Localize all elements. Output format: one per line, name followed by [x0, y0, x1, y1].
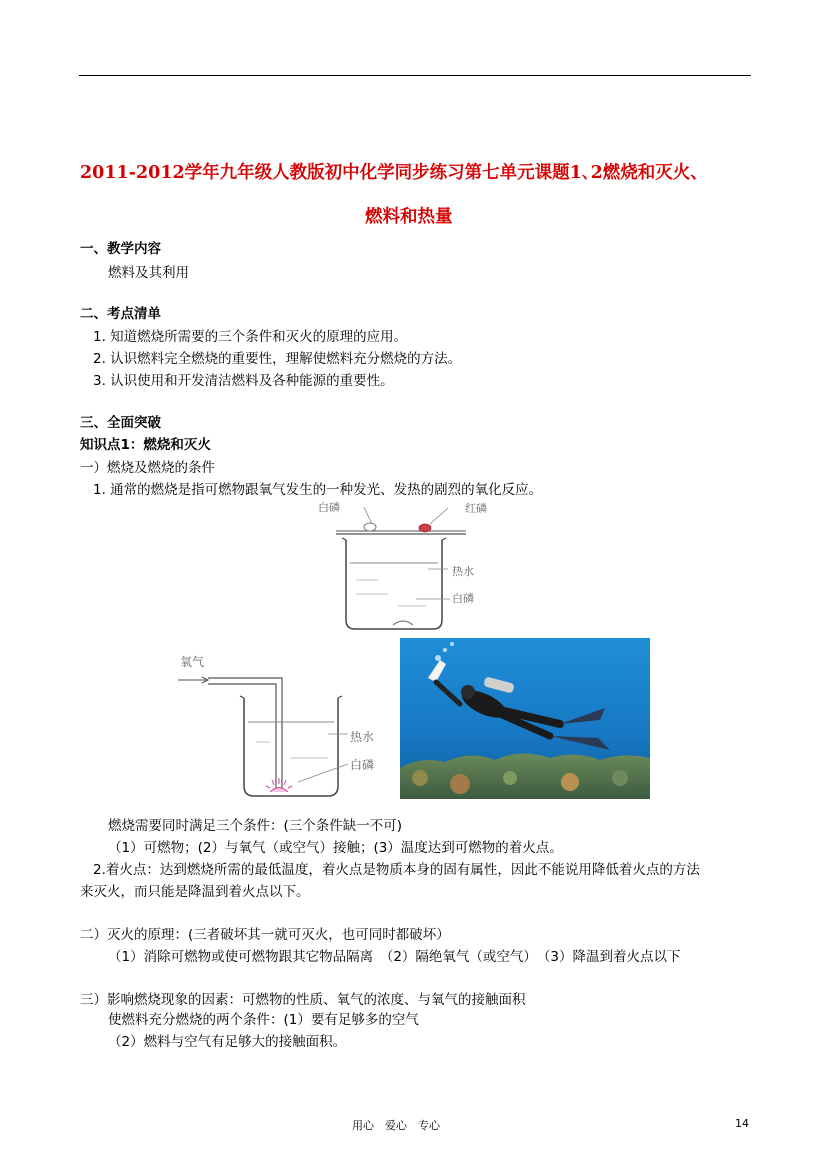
section-heading-1: 一、教学内容	[80, 241, 161, 257]
label-white-phosphorus-top: 白磷	[318, 501, 340, 514]
header-rule	[79, 75, 751, 76]
label-red-phosphorus: 红磷	[465, 502, 487, 515]
section-heading-2: 二、考点清单	[80, 306, 161, 322]
subsection-heading: 二）灭火的原理：(三者破坏其一就可灭火，也可同时都破坏）	[80, 927, 450, 943]
paragraph: （1）可燃物；(2）与氧气（或空气）接触；(3）温度达到可燃物的着火点。	[108, 840, 563, 856]
document-title-line1: 2011-2012学年九年级人教版初中化学同步练习第七单元课题1､2燃烧和灭火、	[80, 163, 708, 183]
subsection-heading: 三）影响燃烧现象的因素：可燃物的性质、氧气的浓度、与氧气的接触面积	[80, 992, 526, 1008]
label-hot-water-2: 热水	[350, 730, 375, 744]
list-item: 1. 知道燃烧所需要的三个条件和灭火的原理的应用。	[93, 329, 408, 345]
section-heading-3: 三、全面突破	[80, 415, 161, 431]
paragraph: 来灭火，而只能是降温到着火点以下。	[80, 884, 310, 900]
paragraph: 1. 通常的燃烧是指可燃物跟氧气发生的一种发光、发热的剧烈的氧化反应。	[93, 482, 543, 498]
paragraph: 2.着火点：达到燃烧所需的最低温度，着火点是物质本身的固有属性，因此不能说用降低着火点的方法	[93, 862, 700, 878]
label-white-phosphorus-2: 白磷	[350, 758, 375, 772]
label-hot-water: 热水	[452, 565, 474, 578]
page-number: 14	[735, 1117, 749, 1130]
footer-motto: 用心 爱心 专心	[352, 1119, 440, 1132]
subsection-heading: 一）燃烧及燃烧的条件	[80, 460, 215, 476]
paragraph: 燃烧需要同时满足三个条件：(三个条件缺一不可)	[108, 818, 403, 834]
document-title-line2: 燃料和热量	[365, 207, 453, 227]
figure-beaker-oxygen-tube	[178, 650, 398, 802]
label-oxygen: 氧气	[180, 655, 205, 669]
list-item: 2. 认识燃料完全燃烧的重要性，理解使燃料充分燃烧的方法。	[93, 351, 462, 367]
photo-underwater-diver	[400, 638, 650, 799]
paragraph: （2）燃料与空气有足够大的接触面积。	[108, 1034, 347, 1050]
paragraph: （1）消除可燃物或使可燃物跟其它物品隔离 （2）隔绝氧气（或空气） （3）降温到着火点以下	[108, 949, 681, 965]
paragraph: 使燃料充分燃烧的两个条件：(1）要有足够多的空气	[108, 1012, 419, 1028]
knowledge-point-heading: 知识点1：燃烧和灭火	[80, 437, 211, 453]
list-item: 3. 认识使用和开发清洁燃料及各种能源的重要性。	[93, 373, 394, 389]
label-white-phosphorus: 白磷	[452, 592, 474, 605]
section-body-1: 燃料及其利用	[108, 265, 189, 281]
